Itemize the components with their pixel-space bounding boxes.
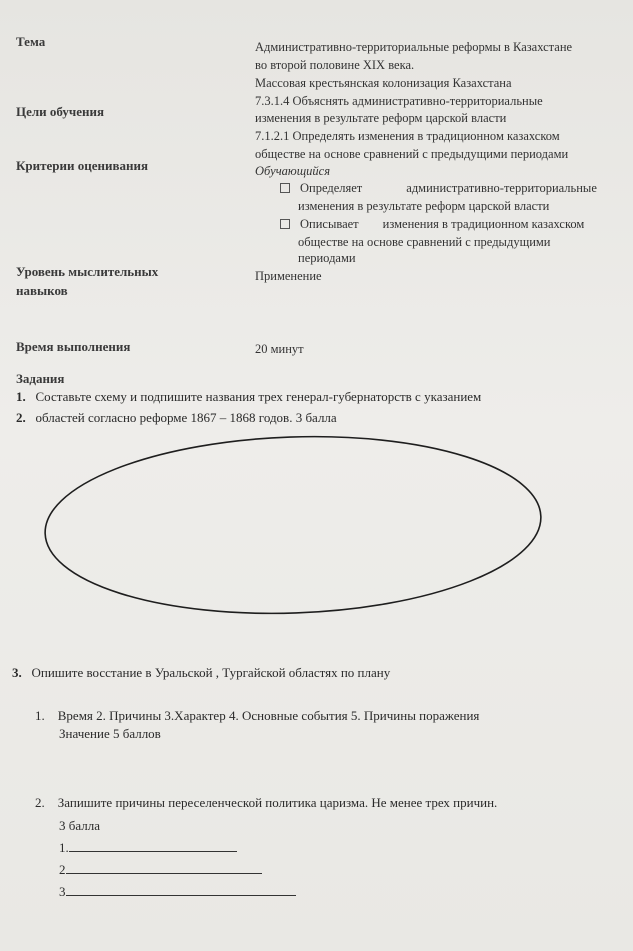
time-value: 20 минут	[255, 342, 304, 356]
goal-line-1: 7.3.1.4 Объяснять административно-территориальные	[255, 94, 543, 108]
level-value: Применение	[255, 269, 322, 283]
tema-line-2: во второй половине XIX века.	[255, 58, 415, 72]
tema-line-1: Административно-территориальные реформы в Казахстане	[255, 40, 573, 54]
tema-label: Тема	[16, 34, 46, 49]
goal-line-4: обществе на основе сравнений с предыдущими периодами	[255, 147, 569, 161]
criteria-item-2-line-2: обществе на основе сравнений с предыдущими	[298, 235, 551, 249]
plan-list-line-2: Значение 5 баллов	[59, 726, 161, 741]
criteria-head: Обучающийся	[255, 164, 331, 178]
answer-line-2[interactable]: 2	[59, 861, 262, 878]
answer-line-3[interactable]: 3	[59, 883, 296, 900]
criteria-item-2-line-3: периодами	[298, 251, 356, 265]
goal-line-3: 7.1.2.1 Определять изменения в традиционном казахском	[255, 129, 560, 143]
tasks-heading: Задания	[16, 371, 65, 386]
level-label-1: Уровень мыслительных	[16, 264, 159, 279]
task-3: 3. Опишите восстание в Уральской , Тургайской областях по плану	[12, 665, 391, 680]
tema-line-3: Массовая крестьянская колонизация Казахстана	[255, 76, 512, 90]
criteria-label: Критерии оценивания	[16, 158, 149, 173]
goal-line-2: изменения в результате реформ царской власти	[255, 111, 507, 125]
task-1: 1. Составьте схему и подпишите названия трех генерал-губернаторств с указанием	[16, 389, 482, 404]
task-2: 2. областей согласно реформе 1867 – 1868 годов. 3 балла	[16, 410, 337, 425]
criteria-item-2: Описывает изменения в традиционном казахском	[280, 217, 584, 232]
criteria-item-1-line-2: изменения в результате реформ царской власти	[298, 199, 550, 213]
task-4: 2. Запишите причины переселенческой политика царизма. Не менее трех причин.	[35, 795, 498, 810]
answer-line-1[interactable]: 1.	[59, 839, 237, 856]
plan-list: 1. Время 2. Причины 3.Характер 4. Основные события 5. Причины поражения	[35, 708, 480, 723]
criteria-item-1: Определяет административно-территориальные	[280, 181, 597, 196]
task-4-points: 3 балла	[59, 818, 100, 833]
time-label: Время выполнения	[16, 339, 131, 354]
goals-label: Цели обучения	[16, 104, 105, 119]
level-label-2: навыков	[16, 283, 68, 298]
